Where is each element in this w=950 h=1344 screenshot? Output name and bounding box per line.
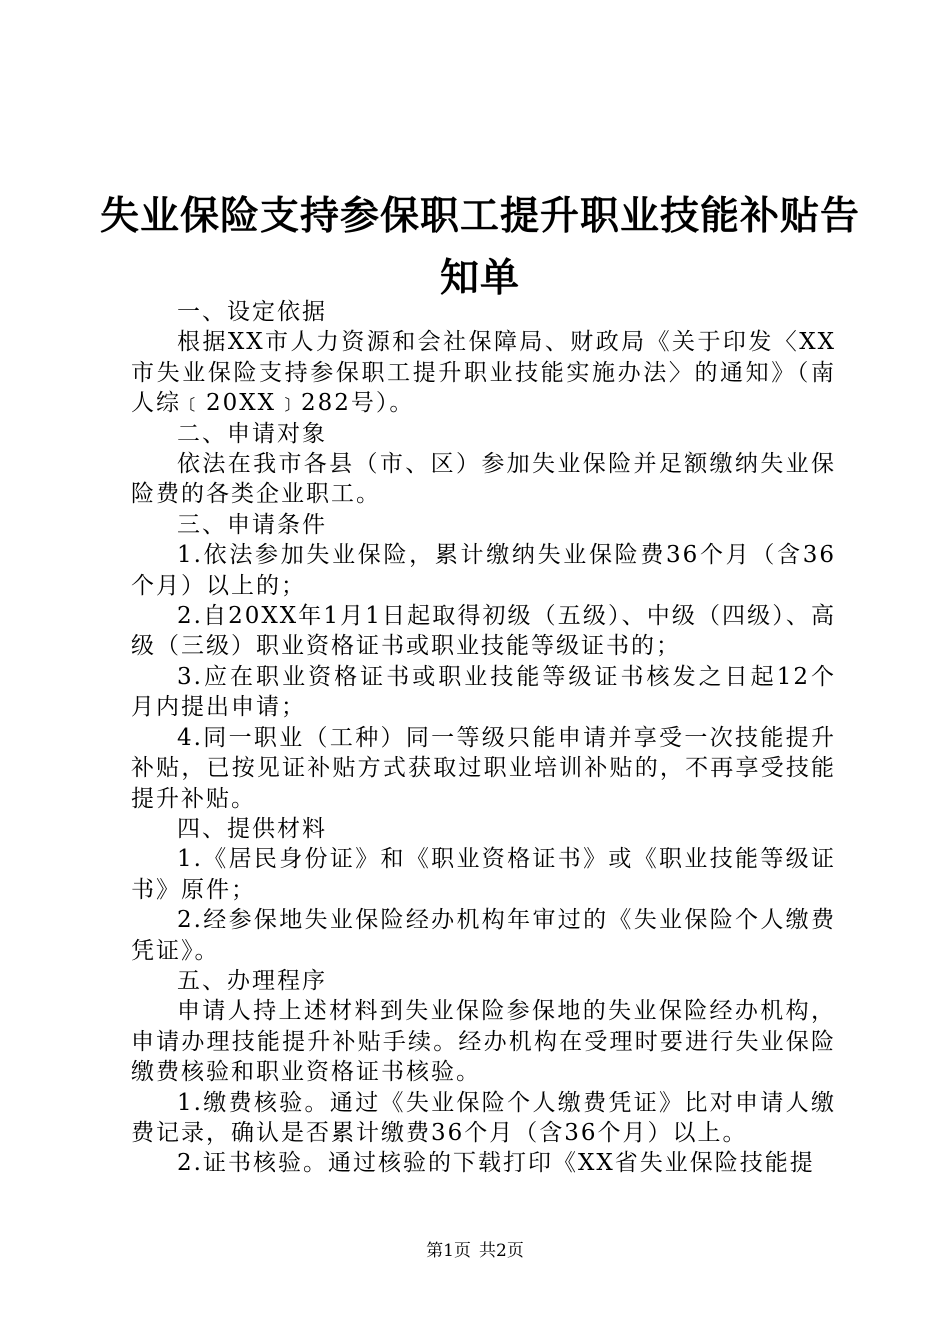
section-heading-basis: 一、设定依据 bbox=[177, 299, 327, 325]
procedure-item-2: 2.证书核验。通过核验的下载打印《XX省失业保险技能提 bbox=[177, 1150, 815, 1177]
document-title: 失业保险支持参保职工提升职业技能补贴告知单 bbox=[100, 194, 861, 301]
section-heading-applicants: 二、申请对象 bbox=[177, 420, 327, 447]
section-heading-conditions: 三、申请条件 bbox=[177, 511, 327, 538]
page-number: 第1页 bbox=[426, 1241, 471, 1261]
section-heading-materials: 四、提供材料 bbox=[177, 815, 327, 842]
procedure-item-1: 1.缴费核验。通过《失业保险个人缴费凭证》比对申请人缴费记录，确认是否累计缴费36个月（含36个月）以上。 bbox=[131, 1089, 836, 1146]
paragraph-procedure: 申请人持上述材料到失业保险参保地的失业保险经办机构，申请办理技能提升补贴手续。经办机构在受理时要进行失业保险缴费核验和职业资格证书核验。 bbox=[131, 998, 836, 1086]
section-heading-procedure: 五、办理程序 bbox=[177, 967, 327, 994]
condition-item-3: 3.应在职业资格证书或职业技能等级证书核发之日起12个月内提出申请； bbox=[131, 663, 836, 721]
page-footer bbox=[0, 1240, 950, 1262]
paragraph-applicants: 依法在我市各县（市、区）参加失业保险并足额缴纳失业保险费的各类企业职工。 bbox=[131, 451, 836, 508]
material-item-1: 1.《居民身份证》和《职业资格证书》或《职业技能等级证书》原件； bbox=[131, 846, 836, 903]
material-item-2: 2.经参保地失业保险经办机构年审过的《失业保险个人缴费凭证》。 bbox=[131, 907, 836, 964]
condition-item-1: 1.依法参加失业保险，累计缴纳失业保险费36个月（含36个月）以上的； bbox=[131, 542, 836, 599]
condition-item-2: 2.自20XX年1月1日起取得初级（五级）、中级（四级）、高级（三级）职业资格证书或职业技能等级证书的； bbox=[131, 603, 836, 660]
page-total: 共2页 bbox=[479, 1241, 524, 1261]
paragraph-basis: 根据XX市人力资源和会社保障局、财政局《关于印发〈XX市失业保险支持参保职工提升职业技能实施办法〉的通知》（南人综﹝20XX﹞282号）。 bbox=[131, 329, 836, 417]
document-body bbox=[131, 297, 836, 1179]
condition-item-4: 4.同一职业（工种）同一等级只能申请并享受一次技能提升补贴，已按见证补贴方式获取过职业培训补贴的，不再享受技能提升补贴。 bbox=[131, 724, 836, 812]
